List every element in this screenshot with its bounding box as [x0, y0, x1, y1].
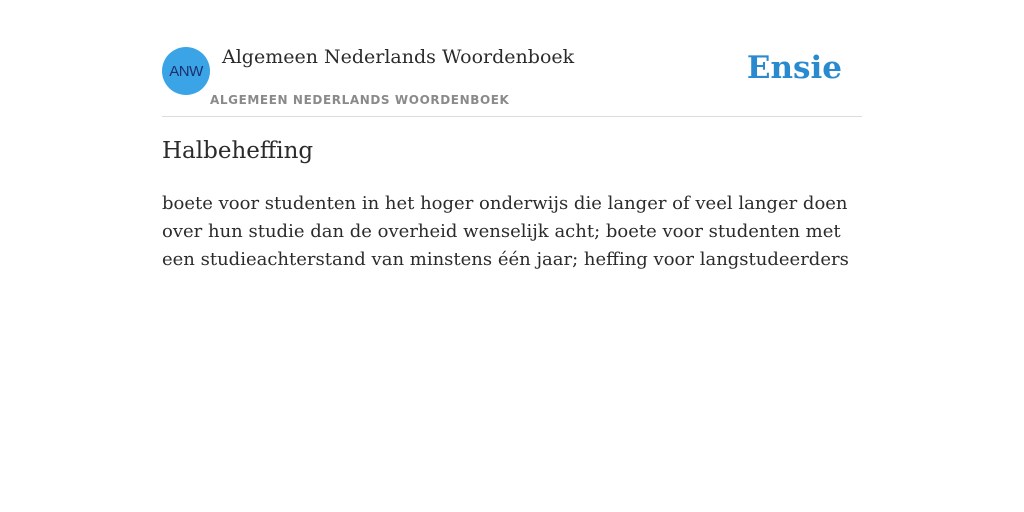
entry-definition: boete voor studenten in het hoger onderwijs die langer of veel langer doen over hun studie dan de overheid wenselijk acht; boete voor studenten met een studieachterstand van minstens één jaar; heffing voor langstudeerders — [162, 193, 849, 270]
entry-headword: Halbeheffing — [162, 138, 314, 164]
dictionary-subtitle: ALGEMEEN NEDERLANDS WOORDENBOEK — [210, 93, 510, 107]
anw-logo[interactable] — [162, 47, 210, 95]
dictionary-entry — [162, 138, 862, 274]
dictionary-title-link[interactable]: Algemeen Nederlands Woordenboek — [222, 46, 575, 68]
ensie-logo-link[interactable]: Ensie — [746, 50, 842, 86]
anw-logo-text: ANW — [169, 62, 203, 80]
dictionary-header — [162, 40, 862, 117]
